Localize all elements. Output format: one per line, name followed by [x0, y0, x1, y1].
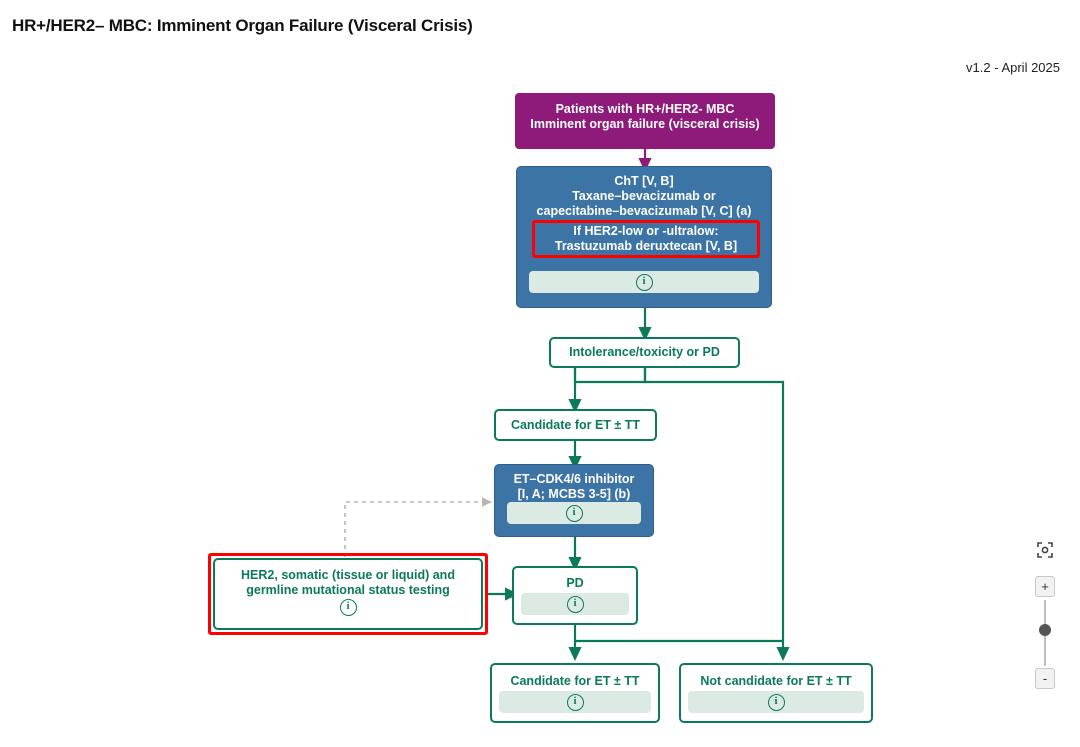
node-testing-line1: HER2, somatic (tissue or liquid) and	[241, 568, 455, 582]
node-candidate1-label: Candidate for ET ± TT	[510, 417, 641, 432]
node-cht-line2: Taxane–bevacizumab or	[572, 188, 716, 203]
node-pd-label: PD	[566, 576, 584, 590]
node-cht-line3: capecitabine–bevacizumab [V, C] (a)	[536, 203, 752, 218]
node-intolerance-label: Intolerance/toxicity or PD	[569, 345, 720, 360]
node-et-cdk46-inhibitor[interactable]	[494, 464, 654, 537]
node-start-line1: Patients with HR+/HER2- MBC	[555, 102, 735, 116]
info-icon[interactable]: i	[566, 505, 583, 522]
node-pd[interactable]	[512, 566, 638, 625]
version-label: v1.2 - April 2025	[966, 60, 1060, 75]
info-strip-candidate2[interactable]	[499, 691, 651, 713]
node-her2low-line1: If HER2-low or -ultralow:	[573, 224, 719, 238]
node-notcandidate-label: Not candidate for ET ± TT	[700, 674, 852, 688]
info-icon[interactable]: i	[768, 694, 785, 711]
info-strip-cht[interactable]	[529, 271, 759, 293]
zoom-in-button[interactable]: +	[1035, 576, 1055, 597]
node-cht-line1: ChT [V, B]	[614, 174, 674, 188]
page-title: HR+/HER2– MBC: Imminent Organ Failure (Visceral Crisis)	[12, 16, 473, 35]
info-icon[interactable]: i	[567, 596, 584, 613]
node-start-line2: Imminent organ failure (visceral crisis)	[530, 116, 760, 131]
node-candidate-et-tt-2[interactable]	[490, 663, 660, 723]
node-her2low-line2: Trastuzumab deruxtecan [V, B]	[554, 239, 738, 253]
node-intolerance-or-pd[interactable]	[549, 337, 740, 368]
info-strip-notcandidate[interactable]	[688, 691, 864, 713]
zoom-slider-handle[interactable]	[1039, 624, 1051, 636]
node-her2-low-highlight[interactable]	[532, 220, 760, 258]
node-not-candidate-et-tt[interactable]	[679, 663, 873, 723]
node-candidate2-label: Candidate for ET ± TT	[510, 674, 640, 688]
node-etcdk-line2: [I, A; MCBS 3-5] (b)	[517, 486, 631, 501]
testing-highlight-box	[208, 553, 488, 635]
node-etcdk-line1: ET–CDK4/6 inhibitor	[513, 472, 635, 486]
info-icon[interactable]: i	[567, 694, 584, 711]
node-candidate-et-tt-1[interactable]	[494, 409, 657, 441]
fit-to-screen-button[interactable]	[1035, 540, 1055, 560]
info-icon[interactable]: i	[340, 599, 357, 616]
node-start[interactable]	[515, 93, 775, 149]
info-icon[interactable]: i	[636, 274, 653, 291]
node-testing-line2: germline mutational status testing	[246, 582, 450, 597]
fit-to-screen-icon	[1035, 540, 1055, 560]
zoom-out-button[interactable]: -	[1035, 668, 1055, 689]
info-strip-pd[interactable]	[521, 593, 629, 615]
info-strip-etcdk[interactable]	[507, 502, 641, 524]
